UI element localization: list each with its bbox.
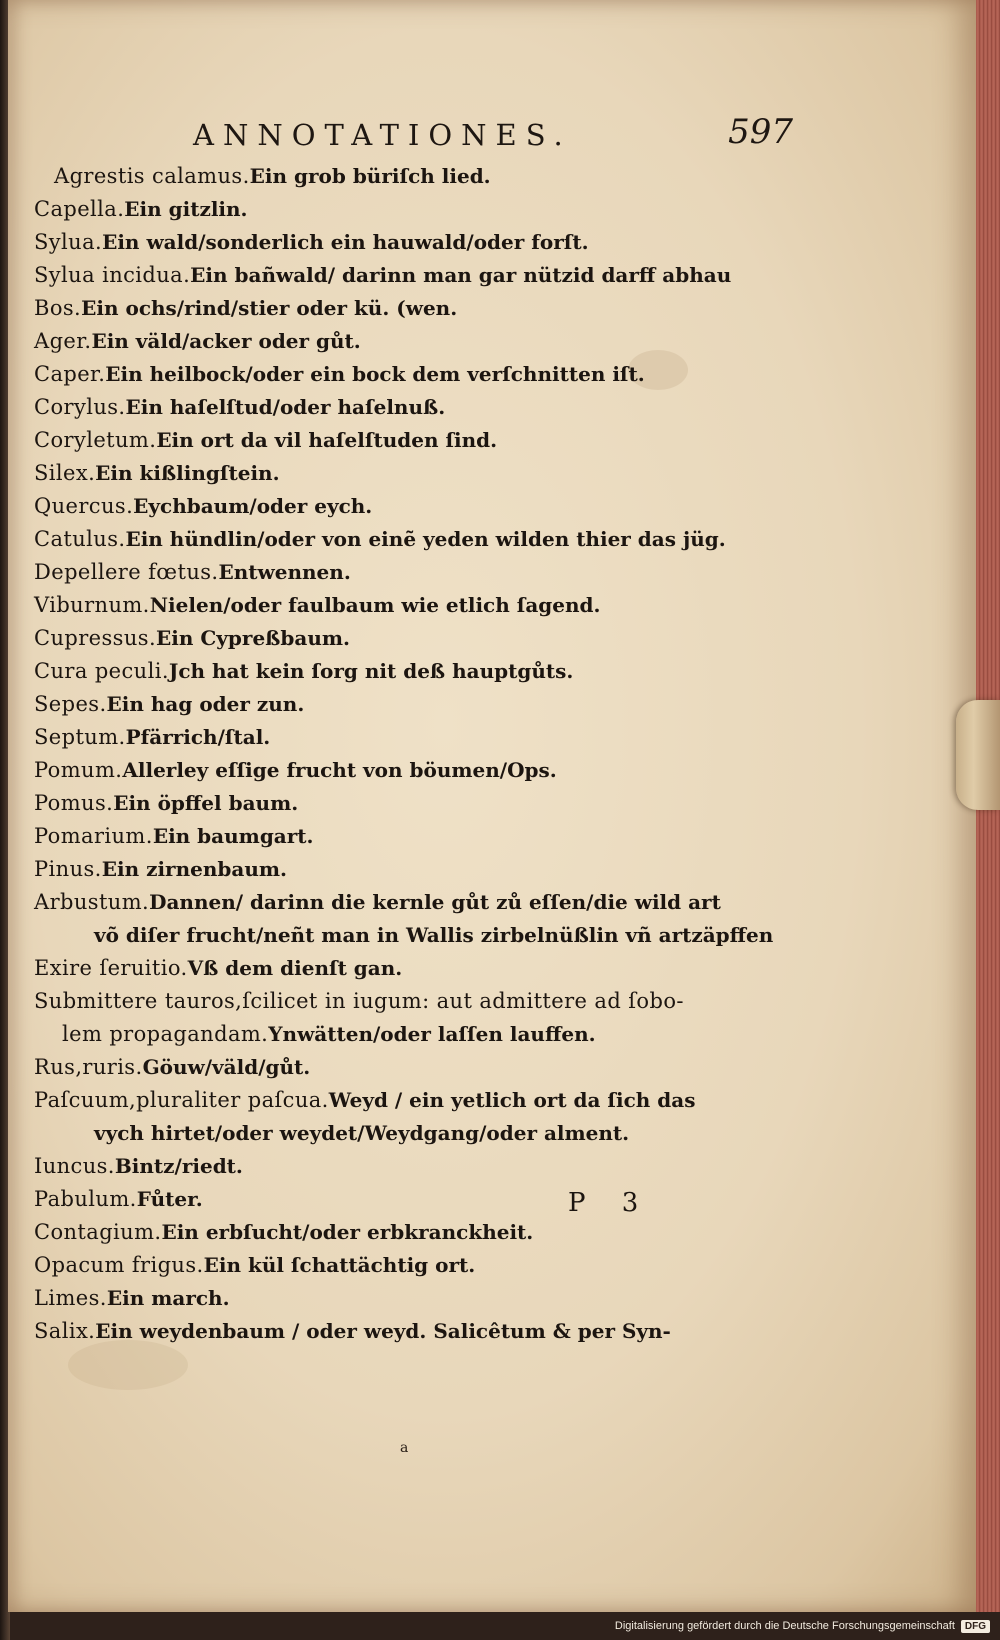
german-gloss: Bintz/riedt. xyxy=(114,1154,243,1178)
latin-term: Bos. xyxy=(34,296,82,320)
glossary-entry xyxy=(34,391,794,424)
glossary-entry xyxy=(34,820,794,853)
latin-term: Contagium. xyxy=(34,1220,162,1244)
german-gloss: Ein erbſucht/oder erbkranckheit. xyxy=(161,1220,534,1244)
latin-term: Pabulum. xyxy=(34,1187,137,1211)
latin-term: Sylua. xyxy=(34,230,103,254)
latin-term: Capella. xyxy=(34,197,125,221)
latin-term: Exire ſeruitio. xyxy=(34,956,188,980)
glossary-entry xyxy=(34,952,794,985)
glossary-entry xyxy=(34,490,794,523)
german-gloss: Entwennen. xyxy=(218,560,351,584)
footer-mark: a xyxy=(400,1440,409,1456)
signature-mark: P 3 xyxy=(568,1188,653,1218)
glossary-entry xyxy=(34,1117,794,1150)
glossary-entry xyxy=(34,457,794,490)
latin-term: Submittere tauros,ſcilicet in iugum: aut admittere ad ſobo- xyxy=(34,989,684,1013)
german-gloss: Ein baumgart. xyxy=(152,824,314,848)
german-gloss: Ein kißlingſtein. xyxy=(95,461,280,485)
page-header xyxy=(193,112,793,158)
glossary-entry xyxy=(34,358,794,391)
latin-term: Pinus. xyxy=(34,857,102,881)
latin-term: Viburnum. xyxy=(34,593,150,617)
german-gloss: vych hirtet/oder weydet/Weydgang/oder alment. xyxy=(94,1121,630,1145)
glossary-list xyxy=(34,160,794,1348)
latin-term: Pomum. xyxy=(34,758,123,782)
german-gloss: Ein öpffel baum. xyxy=(113,791,299,815)
german-gloss: Fůter. xyxy=(136,1187,203,1211)
german-gloss: Pfärrich/ſtal. xyxy=(125,725,271,749)
glossary-entry xyxy=(34,853,794,886)
german-gloss: võ diſer frucht/neñt man in Wallis zirbelnüßlin vñ artzäpffen xyxy=(94,923,774,947)
latin-term: Depellere fœtus. xyxy=(34,560,219,584)
latin-term: Agrestis calamus. xyxy=(54,164,250,188)
glossary-entry xyxy=(34,721,794,754)
latin-term: Opacum frigus. xyxy=(34,1253,204,1277)
glossary-entry xyxy=(34,1315,794,1348)
page xyxy=(8,0,978,1612)
glossary-entry xyxy=(34,886,794,919)
glossary-entry xyxy=(34,259,794,292)
glossary-entry xyxy=(34,1249,794,1282)
latin-term: Paſcuum,pluraliter paſcua. xyxy=(34,1088,329,1112)
dfg-logo: DFG xyxy=(961,1620,990,1633)
glossary-entry xyxy=(34,226,794,259)
glossary-entry xyxy=(34,424,794,457)
german-gloss: Ynwätten/oder laſſen lauffen. xyxy=(268,1022,596,1046)
german-gloss: Ein haſelſtud/oder haſelnuß. xyxy=(125,395,446,419)
latin-term: Iuncus. xyxy=(34,1154,115,1178)
german-gloss: Ein kül ſchattächtig ort. xyxy=(203,1253,476,1277)
glossary-entry xyxy=(34,622,794,655)
german-gloss: Weyd / ein yetlich ort da ſich das xyxy=(328,1088,696,1112)
german-gloss: Ein Cypreßbaum. xyxy=(156,626,350,650)
latin-term: Sylua incidua. xyxy=(34,263,191,287)
latin-term: Ager. xyxy=(34,329,92,353)
latin-term: Cupressus. xyxy=(34,626,157,650)
german-gloss: Vß dem dienſt gan. xyxy=(187,956,403,980)
glossary-entry xyxy=(34,1051,794,1084)
german-gloss: Ein weydenbaum / oder weyd. Salicêtum & per Syn- xyxy=(95,1319,671,1343)
glossary-entry xyxy=(34,688,794,721)
book-clasp xyxy=(956,700,1000,810)
latin-term: Quercus. xyxy=(34,494,134,518)
german-gloss: Ein zirnenbaum. xyxy=(101,857,288,881)
german-gloss: Ein wald/sonderlich ein hauwald/oder forſt. xyxy=(102,230,589,254)
glossary-entry xyxy=(34,556,794,589)
latin-term: Pomus. xyxy=(34,791,114,815)
latin-term: Arbustum. xyxy=(34,890,150,914)
latin-term: Rus,ruris. xyxy=(34,1055,143,1079)
german-gloss: Ein gitzlin. xyxy=(124,197,248,221)
glossary-entry xyxy=(34,655,794,688)
latin-term: Cura peculi. xyxy=(34,659,169,683)
credit-text: Digitalisierung gefördert durch die Deutsche Forschungsgemeinschaft xyxy=(614,1620,955,1632)
glossary-entry xyxy=(34,919,794,952)
german-gloss: Göuw/väld/gůt. xyxy=(142,1055,311,1079)
running-head: ANNOTATIONES. xyxy=(193,118,572,152)
german-gloss: Ein hündlin/oder von einẽ yeden wilden thier das jüg. xyxy=(125,527,726,551)
glossary-entry xyxy=(34,1084,794,1117)
latin-term: Salix. xyxy=(34,1319,96,1343)
latin-term: Caper. xyxy=(34,362,106,386)
latin-term: Catulus. xyxy=(34,527,126,551)
glossary-entry xyxy=(34,1183,794,1216)
german-gloss: Ein march. xyxy=(106,1286,230,1310)
glossary-entry xyxy=(34,325,794,358)
latin-term: Corylus. xyxy=(34,395,126,419)
german-gloss: Nielen/oder faulbaum wie etlich ſagend. xyxy=(149,593,601,617)
german-gloss: Jch hat kein ſorg nit deß hauptgůts. xyxy=(168,659,574,683)
glossary-entry xyxy=(34,523,794,556)
glossary-entry xyxy=(34,292,794,325)
latin-term: Sepes. xyxy=(34,692,107,716)
german-gloss: Ein grob büriſch lied. xyxy=(249,164,491,188)
german-gloss: Eychbaum/oder eych. xyxy=(133,494,373,518)
glossary-entry xyxy=(34,1216,794,1249)
glossary-entry xyxy=(34,193,794,226)
latin-term: Septum. xyxy=(34,725,126,749)
latin-term: Limes. xyxy=(34,1286,107,1310)
glossary-entry xyxy=(34,985,794,1018)
german-gloss: Dannen/ darinn die kernle gůt zů eſſen/die wild art xyxy=(149,890,721,914)
glossary-entry xyxy=(34,754,794,787)
german-gloss: Ein väld/acker oder gůt. xyxy=(91,329,361,353)
german-gloss: Allerley eſſige frucht von böumen/Ops. xyxy=(122,758,557,782)
glossary-entry xyxy=(34,1150,794,1183)
glossary-entry xyxy=(34,589,794,622)
glossary-entry xyxy=(34,1018,794,1051)
glossary-entry xyxy=(34,787,794,820)
glossary-entry xyxy=(34,160,794,193)
digitization-credit xyxy=(615,1616,990,1636)
german-gloss: Ein heilbock/oder ein bock dem verſchnitten iſt. xyxy=(105,362,645,386)
page-number: 597 xyxy=(728,112,793,152)
glossary-entry xyxy=(34,1282,794,1315)
latin-term: Pomarium. xyxy=(34,824,153,848)
latin-term: Coryletum. xyxy=(34,428,157,452)
latin-term: Silex. xyxy=(34,461,96,485)
german-gloss: Ein ort da vil haſelſtuden ſind. xyxy=(156,428,498,452)
german-gloss: Ein hag oder zun. xyxy=(106,692,305,716)
german-gloss: Ein ochs/rind/stier oder kü. (wen. xyxy=(81,296,458,320)
german-gloss: Ein bañwald/ darinn man gar nützid darff abhau xyxy=(190,263,732,287)
latin-term: lem propagandam. xyxy=(62,1022,269,1046)
